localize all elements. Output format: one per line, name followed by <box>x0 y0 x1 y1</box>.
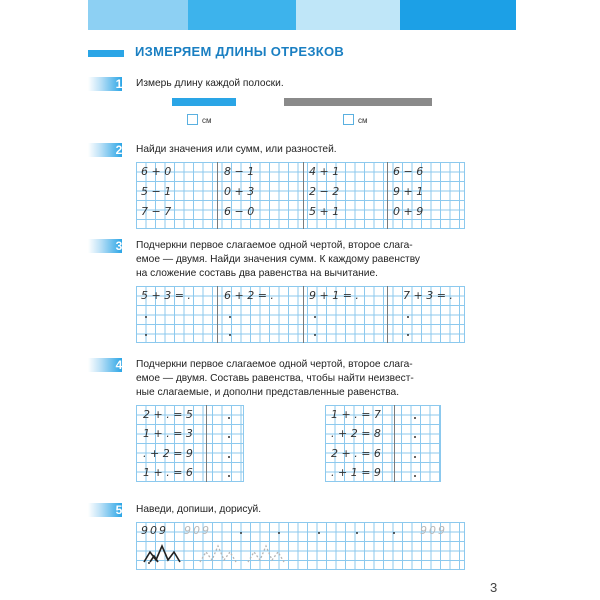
crown-shape-gray-2 <box>248 546 284 562</box>
placeholder-dot <box>229 334 231 336</box>
crown-shape-dark <box>144 546 180 562</box>
column-divider <box>394 405 395 482</box>
placeholder-dot <box>229 316 231 318</box>
task-4-text-line-3: ные слагаемые, и дополни представленные равенства. <box>136 387 400 398</box>
placeholder-dot <box>356 532 358 534</box>
task-1-number: 1 <box>115 77 123 91</box>
expression: 4 + 1 <box>309 165 340 178</box>
expression: 5 + 1 <box>309 205 340 218</box>
equation: . + 2 = 8 <box>331 427 381 440</box>
task-4-text-line-1: Подчеркни первое слагаемое одной чертой, второе слага- <box>136 359 413 370</box>
placeholder-dot <box>228 475 230 477</box>
placeholder-dot <box>318 532 320 534</box>
equation: 1 + . = 6 <box>143 466 193 479</box>
placeholder-dot <box>240 532 242 534</box>
placeholder-dot <box>228 417 230 419</box>
placeholder-dot <box>414 456 416 458</box>
column-divider <box>217 162 218 229</box>
band-segment-1 <box>88 0 188 30</box>
column-divider <box>387 286 388 343</box>
placeholder-dot <box>414 417 416 419</box>
top-color-band <box>88 0 516 30</box>
band-segment-2 <box>188 0 296 30</box>
expression: 7 − 7 <box>141 205 172 218</box>
equation: 7 + 3 = . <box>403 289 453 302</box>
task-4-number: 4 <box>115 358 123 372</box>
placeholder-dot <box>278 532 280 534</box>
placeholder-dot <box>228 436 230 438</box>
task-2-text: Найди значения или сумм, или разностей. <box>136 144 337 155</box>
column-divider <box>303 162 304 229</box>
page-number: 3 <box>490 580 498 595</box>
pattern-gray-end: 909 <box>420 524 447 537</box>
gray-strip <box>284 98 432 106</box>
expression: 8 − 1 <box>224 165 255 178</box>
answer-box-2[interactable] <box>343 114 354 125</box>
equation: . + 2 = 9 <box>143 447 193 460</box>
expression: 6 − 6 <box>393 165 424 178</box>
placeholder-dot <box>314 316 316 318</box>
task-3-text-line-1: Подчеркни первое слагаемое одной чертой, второе слага- <box>136 240 413 251</box>
task-1-text: Измерь длину каждой полоски. <box>136 78 284 89</box>
expression: 6 − 0 <box>224 205 255 218</box>
placeholder-dot <box>145 334 147 336</box>
placeholder-dot <box>393 532 395 534</box>
task-3-text-line-3: на сложение составь два равенства на вычитание. <box>136 268 378 279</box>
column-divider <box>206 405 207 482</box>
pattern-dark: 909 <box>141 524 168 537</box>
placeholder-dot <box>145 316 147 318</box>
column-divider <box>303 286 304 343</box>
title-accent-bar <box>88 50 124 57</box>
equation: 5 + 3 = . <box>141 289 191 302</box>
expression: 6 + 0 <box>141 165 172 178</box>
column-divider <box>217 286 218 343</box>
crown-pattern-drawing <box>136 540 296 570</box>
task-4-text-line-2: емое — двумя. Составь равенства, чтобы найти неизвест- <box>136 373 414 384</box>
expression: 2 − 2 <box>309 185 340 198</box>
task-5-text: Наведи, допиши, дорисуй. <box>136 504 262 515</box>
placeholder-dot <box>314 334 316 336</box>
expression: 0 + 3 <box>224 185 255 198</box>
unit-label-1: см <box>202 116 212 125</box>
equation: 1 + . = 3 <box>143 427 193 440</box>
answer-box-1[interactable] <box>187 114 198 125</box>
blue-strip <box>172 98 236 106</box>
equation: . + 1 = 9 <box>331 466 381 479</box>
task-5-number: 5 <box>115 503 123 517</box>
equation: 1 + . = 7 <box>331 408 381 421</box>
band-segment-3 <box>296 0 400 30</box>
placeholder-dot <box>414 436 416 438</box>
crown-shape-gray-1 <box>200 546 236 562</box>
task-3-text-line-2: емое — двумя. Найди значения сумм. К каждому равенству <box>136 254 420 265</box>
task-2-number: 2 <box>115 143 123 157</box>
task-3-number: 3 <box>115 239 123 253</box>
placeholder-dot <box>407 334 409 336</box>
expression: 0 + 9 <box>393 205 424 218</box>
equation: 2 + . = 6 <box>331 447 381 460</box>
band-segment-4 <box>400 0 516 30</box>
pattern-gray: 909 <box>184 524 211 537</box>
equation: 9 + 1 = . <box>309 289 359 302</box>
equation: 2 + . = 5 <box>143 408 193 421</box>
unit-label-2: см <box>358 116 368 125</box>
placeholder-dot <box>407 316 409 318</box>
page-title: ИЗМЕРЯЕМ ДЛИНЫ ОТРЕЗКОВ <box>135 44 345 59</box>
expression: 5 − 1 <box>141 185 172 198</box>
placeholder-dot <box>414 475 416 477</box>
equation: 6 + 2 = . <box>224 289 274 302</box>
column-divider <box>387 162 388 229</box>
placeholder-dot <box>228 456 230 458</box>
expression: 9 + 1 <box>393 185 424 198</box>
